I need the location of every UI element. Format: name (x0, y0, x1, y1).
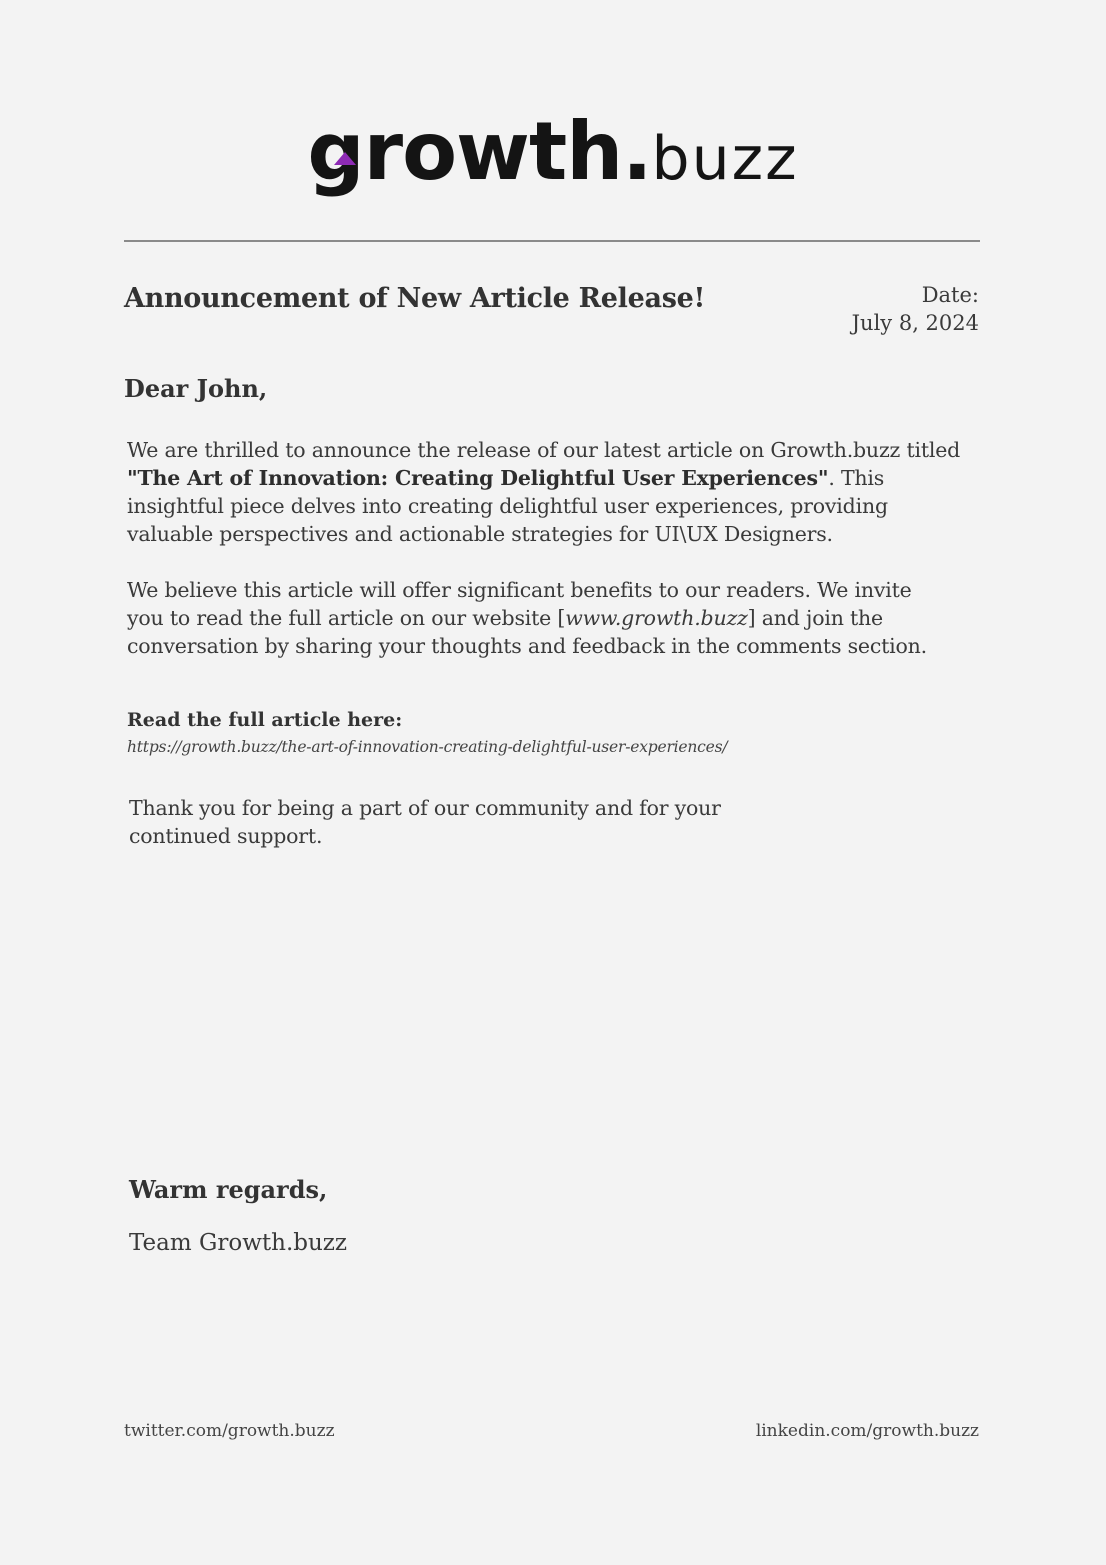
logo-suffix: buzz (651, 124, 799, 194)
quote-close: " (817, 466, 829, 490)
date-label: Date: (921, 283, 979, 307)
logo-first-letter (307, 105, 364, 198)
intro-text-a: We are thrilled to announce the release of our latest article on Growth.buzz titled (127, 438, 961, 462)
twitter-link[interactable]: twitter.com/growth.buzz (124, 1421, 335, 1441)
intro-text-b: . This insightful piece delves into creating delightful user experiences, providing valuable perspectives and actionable strategies for UI\UX Designers. (127, 466, 888, 546)
logo-g: g (307, 105, 364, 198)
date-value: July 8, 2024 (851, 311, 979, 335)
header-divider (124, 240, 980, 242)
invite-text-b: ] and join the conversation by sharing your thoughts and feedback in the comments section. (127, 606, 927, 658)
date-block (852, 281, 979, 337)
announcement-title: Announcement of New Article Release! (124, 283, 706, 314)
up-arrow-icon (334, 152, 356, 165)
paragraph-intro (127, 436, 967, 548)
logo-rest: rowth (363, 105, 623, 198)
paragraph-thanks: Thank you for being a part of our community and for your continued support. (129, 796, 721, 848)
growth-buzz-logo (0, 105, 1106, 222)
paragraph-invite (127, 576, 927, 660)
logo-wordmark (307, 105, 652, 198)
greeting: Dear John, (124, 374, 268, 403)
invite-text-a: We believe this article will offer significant benefits to our readers. We invite you to read the full article on our website [ (127, 578, 912, 630)
closing-regards: Warm regards, (129, 1175, 328, 1204)
quote-open: " (127, 466, 138, 490)
signature: Team Growth.buzz (129, 1230, 348, 1256)
article-url-link[interactable]: https://growth.buzz/the-art-of-innovation-creating-delightful-user-experiences/ (127, 738, 728, 756)
linkedin-link[interactable]: linkedin.com/growth.buzz (755, 1421, 979, 1441)
website-link[interactable]: www.growth.buzz (565, 606, 748, 630)
logo-dot: . (622, 105, 652, 198)
article-title: The Art of Innovation: Creating Delightful User Experiences (137, 466, 818, 490)
read-article-label: Read the full article here: (127, 709, 403, 731)
